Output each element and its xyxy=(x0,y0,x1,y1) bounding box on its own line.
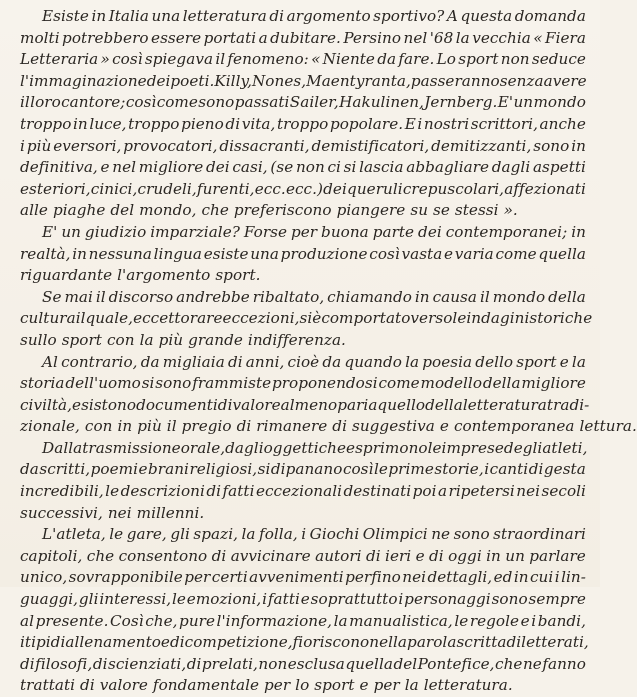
text-line: Se mai il discorso andrebbe ribaltato, chiamando in causa il mondo della xyxy=(42,287,586,306)
text-line: esteriori, cinici, crudeli, furenti, ecc. ecc.) dei queruli crepuscolari, affezionati xyxy=(20,179,586,198)
paragraph xyxy=(20,6,586,222)
text-line: trattati di valore fondamentale per lo sport e per la letteratura. xyxy=(20,676,513,695)
text-line: storia dell'uomo si sono frammiste proponendosi come modello della migliore xyxy=(20,374,586,393)
text-line: Al contrario, da migliaia di anni, cioè da quando la poesia dello sport e la xyxy=(42,352,586,371)
paragraph xyxy=(20,222,586,287)
text-line: Esiste in Italia una letteratura di argomento sportivo? A questa domanda xyxy=(42,7,586,25)
text-line: capitoli, che consentono di avvicinare autori di ieri e di oggi in un parlare xyxy=(20,546,586,565)
text-line: troppo in luce, troppo pieno di vita, troppo popolare. E i nostri scrittori, anche xyxy=(20,114,586,133)
paragraph xyxy=(20,352,637,438)
text-line: alle piaghe del mondo, che preferiscono piangere su se stessi ». xyxy=(20,201,518,220)
body-text xyxy=(20,6,637,697)
text-line: Dalla trasmissione orale, dagli oggetti che esprimono le imprese degli atleti, xyxy=(42,438,588,457)
text-line: da scritti, poemi e brani religiosi, si dipanano così le prime storie, i canti di gesta xyxy=(20,460,586,479)
paragraph xyxy=(20,438,586,524)
text-line: sullo sport con la più grande indifferenza. xyxy=(20,330,346,349)
text-line: civiltà, esistono documenti di valore almeno pari a quello della letteratura tradi- xyxy=(20,395,590,414)
text-line: incredibili, le descrizioni di fatti eccezionali destinati poi a ripetersi nei secoli xyxy=(20,482,586,501)
text-line: l'immaginazione dei poeti. Killy, Nones, Maentyranta, passeranno senza avere xyxy=(20,71,587,90)
text-line: L'atleta, le gare, gli spazi, la folla, i Giochi Olimpici ne sono straordinari xyxy=(42,525,586,544)
text-line: il loro cantore; così come sono passati Sailer, Hakulinen, Jernberg. E' un mondo xyxy=(20,93,586,112)
text-line: al presente. Così che, pure l'informazione, la manualistica, le regole e i bandi, xyxy=(20,611,586,630)
text-line: realtà, in nessuna lingua esiste una produzione così vasta e varia come quella xyxy=(20,244,586,263)
paragraph xyxy=(20,287,593,352)
text-line: i tipi di allenamento e di competizione, fioriscono nella parola scritta di letterati, xyxy=(20,633,589,652)
text-line: guaggi, gli interessi, le emozioni, i fatti e soprattutto i personaggi sono sempre xyxy=(20,590,586,609)
text-line: cultura il quale, eccetto rare eccezioni, si è comportato verso le indagini storiche xyxy=(20,309,593,328)
paragraph xyxy=(20,524,589,697)
text-line: E' un giudizio imparziale? Forse per buona parte dei contemporanei; in xyxy=(42,222,586,241)
text-line: Letteraria » così spiegava il fenomeno: « Niente da fare. Lo sport non seduce xyxy=(20,50,586,69)
text-line: riguardante l'argomento sport. xyxy=(20,266,261,285)
text-line: molti potrebbero essere portati a dubitare. Persino nel '68 la vecchia « Fiera xyxy=(20,28,586,47)
text-line: zionale, con in più il pregio di rimanere di suggestiva e contemporanea lettura. xyxy=(20,417,637,436)
text-line: unico, sovrapponibile per certi avvenimenti perfino nei dettagli, ed in cui i lin- xyxy=(20,568,586,587)
text-line: definitiva, e nel migliore dei casi, (se non ci si lascia abbagliare dagli aspetti xyxy=(20,158,586,177)
text-line: successivi, nei millenni. xyxy=(20,503,205,522)
text-line: i più eversori, provocatori, dissacranti, demistificatori, demitizzanti, sono in xyxy=(20,136,586,155)
text-line: di filosofi, di scienziati, di prelati, non esclusa quella del Pontefice, che ne fanno xyxy=(20,654,586,673)
